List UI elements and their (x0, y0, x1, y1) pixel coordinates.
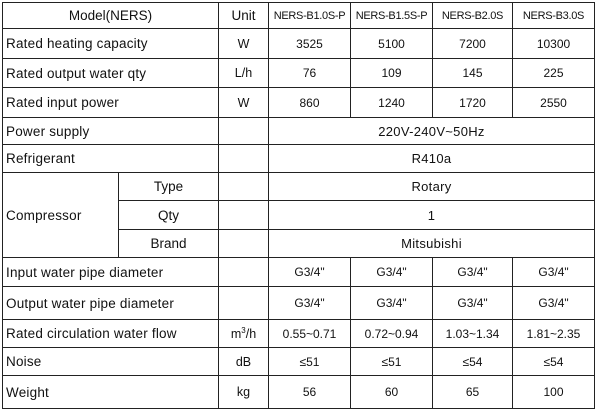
circulation-row (3, 320, 595, 348)
cell-value: 5100 (351, 29, 433, 59)
cell-value: 76 (269, 59, 351, 88)
cell-value: 3525 (269, 29, 351, 59)
row-label: Output water pipe diameter (3, 287, 219, 320)
noise-row (3, 348, 595, 376)
compressor-label: Compressor (3, 173, 119, 258)
row-label: Rated circulation water flow (3, 320, 219, 348)
power-supply-value: 220V-240V~50Hz (269, 118, 595, 145)
cell-value: 1240 (351, 88, 433, 118)
cell-value: G3/4" (433, 258, 513, 287)
cell-value: 1720 (433, 88, 513, 118)
unit-sup: 3 (241, 325, 246, 335)
model-header: Model(NERS) (3, 3, 219, 29)
water-qty-row (3, 59, 595, 88)
compressor-type-row (3, 173, 595, 201)
row-unit-empty (219, 118, 269, 145)
cell-value: G3/4" (351, 287, 433, 320)
model-name: NERS-B1.5S-P (351, 3, 433, 29)
row-label: Rated output water qty (3, 59, 219, 88)
row-unit-empty (219, 287, 269, 320)
header-row (3, 3, 595, 29)
model-name: NERS-B1.0S-P (269, 3, 351, 29)
row-unit: L/h (219, 59, 269, 88)
cell-value: 860 (269, 88, 351, 118)
row-unit: kg (219, 376, 269, 409)
cell-value: 1.03~1.34 (433, 320, 513, 348)
cell-value: 60 (351, 376, 433, 409)
row-unit-empty (219, 230, 269, 258)
compressor-type-label: Type (119, 173, 219, 201)
cell-value: G3/4" (269, 287, 351, 320)
output-pipe-row (3, 287, 595, 320)
cell-value: ≤51 (351, 348, 433, 376)
row-unit-empty (219, 173, 269, 201)
cell-value: G3/4" (433, 287, 513, 320)
model-name: NERS-B2.0S (433, 3, 513, 29)
unit-header: Unit (219, 3, 269, 29)
input-power-row (3, 88, 595, 118)
compressor-brand-value: Mitsubishi (269, 230, 595, 258)
cell-value: 109 (351, 59, 433, 88)
row-unit-empty (219, 145, 269, 173)
row-unit: dB (219, 348, 269, 376)
cell-value: 65 (433, 376, 513, 409)
cell-value: 0.72~0.94 (351, 320, 433, 348)
row-label: Input water pipe diameter (3, 258, 219, 287)
row-unit-empty (219, 201, 269, 230)
cell-value: G3/4" (513, 258, 595, 287)
power-supply-row (3, 118, 595, 145)
refrigerant-row (3, 145, 595, 173)
row-label: Rated input power (3, 88, 219, 118)
row-label: Weight (3, 376, 219, 409)
row-label: Noise (3, 348, 219, 376)
unit-base: m (230, 327, 242, 342)
cell-value: ≤54 (513, 348, 595, 376)
heating-capacity-row (3, 29, 595, 59)
cell-value: G3/4" (351, 258, 433, 287)
weight-row (3, 376, 595, 409)
compressor-type-value: Rotary (269, 173, 595, 201)
row-unit (219, 320, 269, 348)
cell-value: 56 (269, 376, 351, 409)
cell-value: 7200 (433, 29, 513, 59)
compressor-qty-value: 1 (269, 201, 595, 230)
cell-value: G3/4" (269, 258, 351, 287)
cell-value: 100 (513, 376, 595, 409)
cell-value: 225 (513, 59, 595, 88)
row-label: Power supply (3, 118, 219, 145)
spec-table (2, 2, 595, 409)
compressor-brand-label: Brand (119, 230, 219, 258)
row-unit: W (219, 88, 269, 118)
cell-value: 0.55~0.71 (269, 320, 351, 348)
row-unit: W (219, 29, 269, 59)
row-label: Refrigerant (3, 145, 219, 173)
cell-value: ≤54 (433, 348, 513, 376)
cell-value: 10300 (513, 29, 595, 59)
refrigerant-value: R410a (269, 145, 595, 173)
row-label: Rated heating capacity (3, 29, 219, 59)
unit-tail: /h (245, 327, 257, 342)
cell-value: G3/4" (513, 287, 595, 320)
cell-value: 2550 (513, 88, 595, 118)
input-pipe-row (3, 258, 595, 287)
cell-value: 145 (433, 59, 513, 88)
cell-value: ≤51 (269, 348, 351, 376)
cell-value: 1.81~2.35 (513, 320, 595, 348)
row-unit-empty (219, 258, 269, 287)
compressor-qty-label: Qty (119, 201, 219, 230)
model-name: NERS-B3.0S (513, 3, 595, 29)
